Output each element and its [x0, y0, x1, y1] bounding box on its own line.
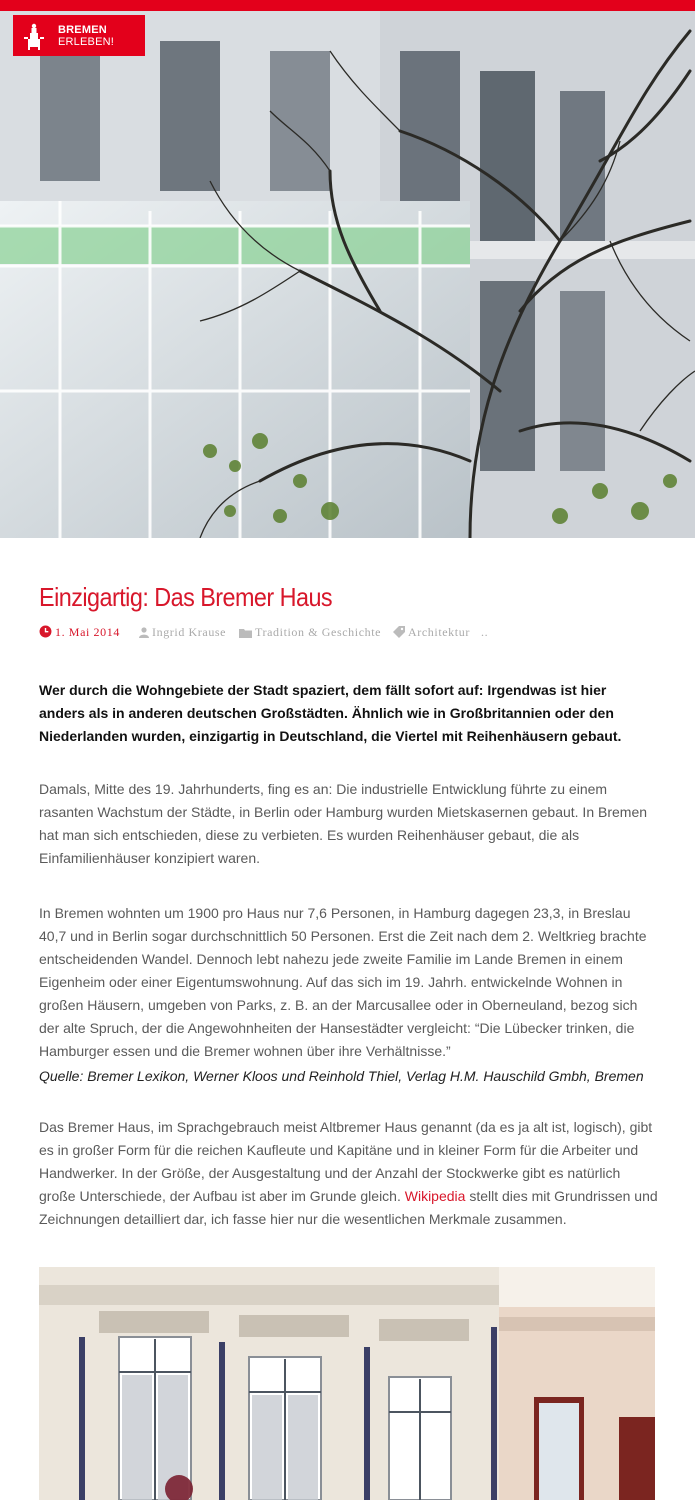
- article-title: Einzigartig: Das Bremer Haus: [39, 582, 333, 612]
- meta-author[interactable]: [139, 625, 226, 640]
- user-icon: [139, 627, 149, 638]
- logo-line2: ERLEBEN!: [58, 35, 115, 48]
- meta-category[interactable]: [239, 625, 381, 640]
- article-meta: [39, 625, 659, 641]
- article: [39, 580, 658, 1227]
- hero-image: [0, 11, 695, 538]
- meta-author-text: Ingrid Krause: [152, 625, 227, 639]
- hero-photo-illustration: [0, 11, 695, 538]
- article-source-quote: Quelle: Bremer Lexikon, Werner Kloos und Reinhold Thiel, Verlag H.M. Hauschild Gmbh, Bremen: [39, 1068, 644, 1084]
- wikipedia-link[interactable]: Wikipedia: [404, 1188, 466, 1204]
- article-paragraph-1: Damals, Mitte des 19. Jahrhunderts, fing es an: Die industrielle Entwicklung führte zu einem rasanten Wachstum der Städte, in Berlin oder Hamburg wurden Mietskasernen gebaut. In Bremen hat man sich entschieden, diese zu verbieten. Es wurden Reihenhäuser gebaut, die als Einfamilienhäuser konzipiert waren.: [39, 781, 648, 866]
- bremer-haus-facade-illustration: [39, 1267, 655, 1500]
- site-logo[interactable]: [13, 15, 145, 56]
- meta-date: [39, 625, 120, 640]
- meta-tag[interactable]: [393, 625, 470, 640]
- meta-more: ..: [481, 625, 489, 639]
- logo-line1: BREMEN: [58, 23, 107, 36]
- top-accent-bar: [0, 0, 695, 11]
- tag-icon: [393, 626, 405, 638]
- meta-date-text: 1. Mai 2014: [55, 625, 120, 639]
- clock-icon: [39, 625, 52, 638]
- logo-wordmark: [58, 24, 114, 48]
- article-lead: Wer durch die Wohngebiete der Stadt spaziert, dem fällt sofort auf: Irgendwas ist hier anders als in anderen deutschen Großstädten. Ähnlich wie in Großbritannien oder den Niederlanden wurden, einzigartig in Deutschland, die Viertel mit Reihenhäusern gebaut.: [39, 682, 622, 744]
- folder-icon: [239, 628, 252, 638]
- article-paragraph-2: In Bremen wohnten um 1900 pro Haus nur 7,6 Personen, in Hamburg dagegen 23,3, in Breslau 40,7 und in Berlin sogar durchschnittlich 50 Personen. Erst die Zeit nach dem 2. Weltkrieg brachte entscheidenden Wandel. Dennoch lebt nahezu jede zweite Familie im Lande Bremen in einem Eigenheim oder einer Eigentumswohnung. Auf das sich im 19. Jahrh. entwickelnde Wohnen in großen Häusern, umgeben von Parks, z. B. an der Marcusallee oder in Oberneuland, bezog sich der alte Spruch, der die Angewohnheiten der Hansestädter vergleicht: “Die Lübecker trinken, die Hamburger essen und die Bremer wohnen über ihre Verhältnisse.”: [39, 905, 647, 1059]
- p3-text-before: Das Bremer Haus, im Sprachgebrauch meist Altbremer Haus genannt (da es ja alt ist, logisch), gibt es in großer Form für die reichen Kaufleute und Kapitäne und in kleiner Form für die Arbeiter und Handwerker. In der Größe, der Ausgestaltung und der Anzahl der Stockwerke gibt es natürlich große Unterschiede, der Aufbau ist aber im Grunde gleich.: [39, 1119, 653, 1204]
- meta-category-text: Tradition & Geschichte: [255, 625, 382, 639]
- p3-text-after: stellt dies mit Grundrissen und Zeichnungen detailliert dar, ich fasse hier nur die wesentlichen Merkmale zusammen.: [39, 1188, 658, 1227]
- meta-tag-text: Architektur: [408, 625, 470, 639]
- article-paragraph-3: [39, 1116, 659, 1231]
- article-image-houses: [39, 1267, 655, 1500]
- town-musicians-icon: [19, 21, 49, 51]
